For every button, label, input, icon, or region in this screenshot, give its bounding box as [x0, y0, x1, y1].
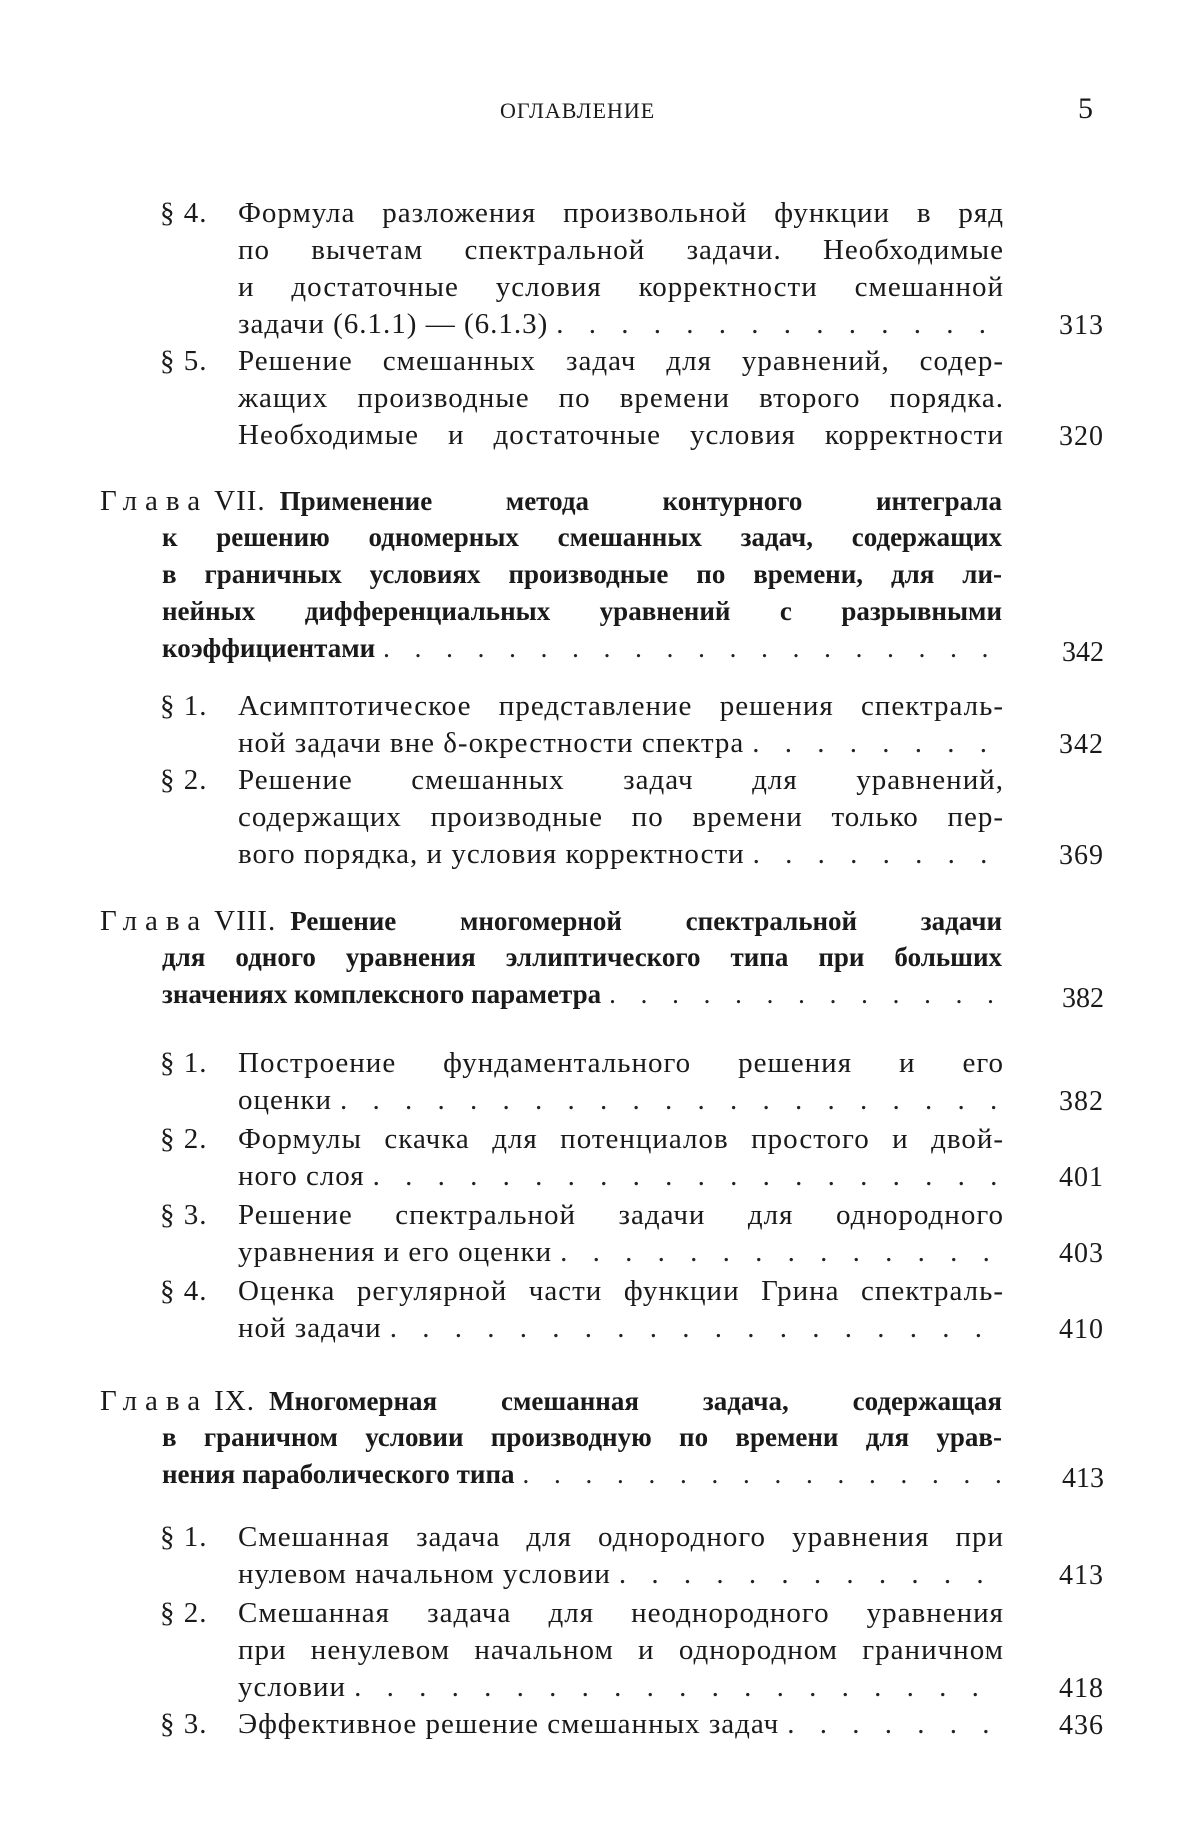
dot-leader: [752, 727, 1004, 760]
toc-page-number: 369: [1059, 840, 1104, 871]
toc-line: Формула разложения произвольной функции в ряд: [238, 197, 1004, 229]
section-mark: § 2.: [160, 1123, 208, 1155]
toc-line: Решение смешанных задач для уравнений,: [238, 764, 1004, 796]
section-mark: § 3.: [160, 1199, 208, 1231]
chapter-title-line: коэффициентами: [162, 633, 376, 663]
chapter-title-line: Многомерная смешанная задача, содержащая: [268, 1386, 1002, 1416]
dot-leader: [354, 1671, 1004, 1704]
toc-page-number: 418: [1059, 1673, 1104, 1704]
toc-line: ной задачи: [238, 1312, 382, 1344]
toc-page-number: 342: [1062, 637, 1104, 668]
dot-leader: [556, 308, 1004, 341]
section-mark: § 3.: [160, 1708, 208, 1740]
chapter-title-line: в граничных условиях производные по времени, для ли-: [162, 559, 1002, 589]
chapter-title-line: значениях комплексного параметра: [162, 979, 602, 1009]
toc-line: Решение спектральной задачи для однородного: [238, 1199, 1004, 1231]
section-mark: § 2.: [160, 1597, 208, 1629]
section-mark: § 1.: [160, 690, 208, 722]
toc-line: нулевом начальном условии: [238, 1558, 611, 1590]
section-mark: § 1.: [160, 1047, 208, 1079]
chapter-title-line: Решение многомерной спектральной задачи: [290, 906, 1002, 936]
dot-leader: [340, 1084, 1004, 1117]
chapter-title-line: к решению одномерных смешанных задач, содержащих: [162, 522, 1002, 552]
running-title: ОГЛАВЛЕНИЕ: [500, 98, 656, 123]
section-mark: § 4.: [160, 197, 208, 229]
toc-line: Необходимые и достаточные условия корректности: [238, 419, 1004, 451]
toc-line: жащих производные по времени второго порядка.: [238, 382, 1004, 414]
dot-leader: [560, 1236, 1004, 1269]
toc-page-number: 382: [1059, 1086, 1104, 1117]
chapter-label: Глава: [100, 485, 209, 517]
chapter-number: VIII.: [214, 905, 277, 937]
section-mark: § 1.: [160, 1521, 208, 1553]
chapter-title-line: для одного уравнения эллиптического типа при больших: [162, 942, 1002, 972]
section-mark: § 5.: [160, 345, 208, 377]
dot-leader: [609, 979, 1002, 1010]
toc-page-number: 410: [1059, 1314, 1104, 1345]
toc-line: условии: [238, 1671, 347, 1703]
toc-line: задачи (6.1.1) — (6.1.3): [238, 308, 549, 340]
toc-page-number: 403: [1059, 1238, 1104, 1269]
toc-line: Смешанная задача для неоднородного уравнения: [238, 1597, 1004, 1629]
toc-page-number: 401: [1059, 1162, 1104, 1193]
toc-line: Решение смешанных задач для уравнений, содер-: [238, 345, 1004, 377]
toc-line: и достаточные условия корректности смешанной: [238, 271, 1004, 303]
toc-line: Асимптотическое представление решения спектраль-: [238, 690, 1004, 722]
toc-line: вого порядка, и условия корректности: [238, 838, 745, 870]
toc-line: при ненулевом начальном и однородном граничном: [238, 1634, 1004, 1666]
toc-line: Формулы скачка для потенциалов простого и двой-: [238, 1123, 1004, 1155]
toc-page-number: 413: [1059, 1560, 1104, 1591]
toc-page-number: 320: [1059, 421, 1104, 452]
toc-line: ного слоя: [238, 1160, 365, 1192]
toc-line: содержащих производные по времени только пер-: [238, 801, 1004, 833]
toc-line: Оценка регулярной части функции Грина спектраль-: [238, 1275, 1004, 1307]
toc-page-number: 413: [1062, 1463, 1104, 1494]
toc-line: по вычетам спектральной задачи. Необходимые: [238, 234, 1004, 266]
toc-line: оценки: [238, 1084, 333, 1116]
chapter-label: Глава: [100, 1385, 209, 1417]
dot-leader: [753, 838, 1004, 871]
chapter-label: Глава: [100, 905, 209, 937]
chapter-title-line: нейных дифференциальных уравнений с разрывными: [162, 596, 1002, 626]
dot-leader: [619, 1558, 1004, 1591]
chapter-number: VII.: [214, 485, 266, 517]
chapter-title-line: Применение метода контурного интеграла: [279, 486, 1002, 516]
dot-leader: [523, 1459, 1002, 1490]
page-header: [0, 92, 1200, 138]
page-number: 5: [1078, 92, 1093, 125]
toc-line: уравнения и его оценки: [238, 1236, 553, 1268]
section-mark: § 2.: [160, 764, 208, 796]
toc-line: Эффективное решение смешанных задач: [238, 1708, 780, 1740]
dot-leader: [383, 633, 1002, 664]
toc-page-number: 313: [1059, 310, 1104, 341]
toc-page-number: 382: [1062, 983, 1104, 1014]
toc-page-number: 436: [1059, 1710, 1104, 1741]
dot-leader: [373, 1160, 1004, 1193]
dot-leader: [787, 1708, 1004, 1741]
section-mark: § 4.: [160, 1275, 208, 1307]
chapter-title-line: в граничном условии производную по времени для урав-: [162, 1422, 1002, 1452]
toc-line: Построение фундаментального решения и его: [238, 1047, 1004, 1079]
dot-leader: [390, 1312, 1004, 1345]
toc-page-number: 342: [1059, 729, 1104, 760]
chapter-title-line: нения параболического типа: [162, 1459, 515, 1489]
toc-line: Смешанная задача для однородного уравнения при: [238, 1521, 1004, 1553]
toc-line: ной задачи вне δ-окрестности спектра: [238, 727, 745, 759]
chapter-number: IX.: [214, 1385, 255, 1417]
